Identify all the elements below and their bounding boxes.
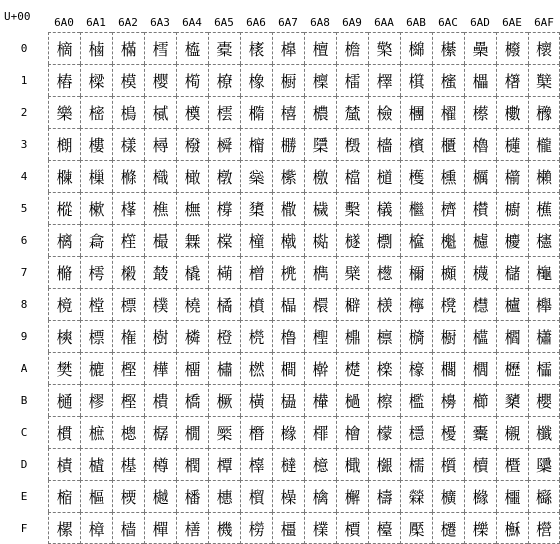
column-header: 6A6 bbox=[246, 16, 266, 29]
glyph-cell: 橩 bbox=[240, 320, 272, 352]
glyph-cell: 櫯 bbox=[496, 512, 528, 544]
glyph-cell: 檝 bbox=[336, 448, 368, 480]
glyph-cell: 樊 bbox=[48, 352, 80, 384]
glyph-cell: 櫰 bbox=[528, 32, 560, 64]
glyph-cell: 樳 bbox=[144, 128, 176, 160]
glyph-cell: 樴 bbox=[144, 160, 176, 192]
glyph-cell: 橕 bbox=[208, 192, 240, 224]
row-header: 0 bbox=[20, 41, 28, 55]
glyph-cell: 檅 bbox=[304, 192, 336, 224]
glyph-cell: 櫾 bbox=[528, 480, 560, 512]
glyph-cell: 櫌 bbox=[432, 416, 464, 448]
glyph-cell: 檒 bbox=[336, 96, 368, 128]
glyph-cell: 檄 bbox=[304, 160, 336, 192]
glyph-cell: 標 bbox=[112, 288, 144, 320]
glyph-cell: 樹 bbox=[144, 320, 176, 352]
glyph-cell: 檜 bbox=[336, 416, 368, 448]
glyph-cell: 樫 bbox=[112, 384, 144, 416]
glyph-cell: 橻 bbox=[272, 384, 304, 416]
glyph-cell: 櫫 bbox=[496, 384, 528, 416]
glyph-cell: 樮 bbox=[112, 480, 144, 512]
glyph-cell: 橛 bbox=[208, 384, 240, 416]
glyph-cell: 櫑 bbox=[464, 64, 496, 96]
glyph-cell: 橜 bbox=[208, 416, 240, 448]
glyph-cell: 橾 bbox=[272, 480, 304, 512]
glyph-cell: 橄 bbox=[176, 160, 208, 192]
glyph-cell: 橐 bbox=[208, 32, 240, 64]
glyph-cell: 櫔 bbox=[464, 160, 496, 192]
glyph-cell: 樗 bbox=[80, 256, 112, 288]
row-header: E bbox=[20, 489, 28, 503]
glyph-cell: 檣 bbox=[368, 128, 400, 160]
glyph-cell: 橃 bbox=[176, 128, 208, 160]
glyph-cell: 櫝 bbox=[464, 448, 496, 480]
glyph-cell: 樕 bbox=[80, 192, 112, 224]
glyph-cell: 櫘 bbox=[464, 288, 496, 320]
glyph-cell: 櫥 bbox=[496, 192, 528, 224]
glyph-cell: 橮 bbox=[240, 480, 272, 512]
glyph-cell: 檍 bbox=[304, 448, 336, 480]
glyph-cell: 樋 bbox=[48, 384, 80, 416]
glyph-cell: 橓 bbox=[208, 128, 240, 160]
column-header: 6A4 bbox=[182, 16, 202, 29]
glyph-cell: 橅 bbox=[176, 192, 208, 224]
glyph-cell: 橝 bbox=[208, 448, 240, 480]
glyph-cell: 橦 bbox=[240, 224, 272, 256]
glyph-cell: 檷 bbox=[400, 256, 432, 288]
glyph-cell: 樷 bbox=[144, 256, 176, 288]
glyph-cell: 樣 bbox=[112, 128, 144, 160]
column-header: 6AA bbox=[374, 16, 394, 29]
column-header: 6AD bbox=[470, 16, 490, 29]
glyph-cell: 樞 bbox=[80, 480, 112, 512]
glyph-cell: 樎 bbox=[48, 480, 80, 512]
glyph-cell: 櫠 bbox=[496, 32, 528, 64]
glyph-cell: 檩 bbox=[368, 320, 400, 352]
glyph-cell: 檟 bbox=[336, 512, 368, 544]
glyph-cell: 橇 bbox=[176, 256, 208, 288]
glyph-cell: 樖 bbox=[80, 224, 112, 256]
glyph-cell: 樛 bbox=[80, 384, 112, 416]
glyph-cell: 橴 bbox=[272, 160, 304, 192]
glyph-cell: 橑 bbox=[208, 64, 240, 96]
glyph-cell: 檨 bbox=[368, 288, 400, 320]
glyph-cell: 橎 bbox=[176, 480, 208, 512]
glyph-cell: 樀 bbox=[48, 32, 80, 64]
glyph-cell: 橒 bbox=[208, 96, 240, 128]
glyph-cell: 檕 bbox=[336, 192, 368, 224]
glyph-cell: 樥 bbox=[112, 192, 144, 224]
glyph-cell: 檌 bbox=[304, 416, 336, 448]
glyph-cell: 橍 bbox=[176, 448, 208, 480]
glyph-cell: 樇 bbox=[48, 256, 80, 288]
glyph-cell: 樺 bbox=[144, 352, 176, 384]
glyph-cell: 樜 bbox=[80, 416, 112, 448]
glyph-cell: 櫓 bbox=[464, 128, 496, 160]
glyph-cell: 檯 bbox=[368, 512, 400, 544]
glyph-cell: 檆 bbox=[304, 224, 336, 256]
glyph-cell: 橁 bbox=[176, 64, 208, 96]
column-header: 6A1 bbox=[86, 16, 106, 29]
glyph-cell: 樶 bbox=[144, 224, 176, 256]
glyph-cell: 檎 bbox=[304, 480, 336, 512]
glyph-cell: 橲 bbox=[272, 96, 304, 128]
row-header: 2 bbox=[20, 105, 28, 119]
glyph-cell: 樅 bbox=[48, 192, 80, 224]
glyph-cell: 檱 bbox=[400, 64, 432, 96]
glyph-cell: 櫺 bbox=[528, 352, 560, 384]
glyph-cell: 樬 bbox=[112, 416, 144, 448]
glyph-cell: 檐 bbox=[336, 32, 368, 64]
glyph-cell: 檃 bbox=[304, 128, 336, 160]
glyph-cell: 檚 bbox=[336, 352, 368, 384]
row-header: C bbox=[20, 425, 28, 439]
glyph-cell: 橿 bbox=[272, 512, 304, 544]
glyph-cell: 樻 bbox=[144, 384, 176, 416]
glyph-cell: 櫂 bbox=[432, 96, 464, 128]
glyph-cell: 櫕 bbox=[464, 192, 496, 224]
corner-label: U+00 bbox=[4, 9, 31, 23]
glyph-cell: 橈 bbox=[176, 288, 208, 320]
glyph-cell: 檡 bbox=[368, 64, 400, 96]
glyph-cell: 樍 bbox=[48, 448, 80, 480]
glyph-cell: 樲 bbox=[144, 96, 176, 128]
glyph-cell: 橆 bbox=[176, 224, 208, 256]
glyph-cell: 橤 bbox=[240, 160, 272, 192]
glyph-cell: 檻 bbox=[400, 384, 432, 416]
glyph-cell: 橱 bbox=[272, 64, 304, 96]
glyph-cell: 檑 bbox=[336, 64, 368, 96]
glyph-cell: 橊 bbox=[176, 352, 208, 384]
glyph-cell: 檈 bbox=[304, 288, 336, 320]
glyph-cell: 櫿 bbox=[528, 512, 560, 544]
glyph-cell: 橽 bbox=[272, 448, 304, 480]
glyph-cell: 檇 bbox=[304, 256, 336, 288]
glyph-cell: 樭 bbox=[112, 448, 144, 480]
glyph-cell: 櫏 bbox=[432, 512, 464, 544]
row-header: 9 bbox=[20, 329, 28, 343]
glyph-cell: 橉 bbox=[176, 320, 208, 352]
glyph-cell: 樌 bbox=[48, 416, 80, 448]
glyph-cell: 橋 bbox=[176, 384, 208, 416]
glyph-cell: 檁 bbox=[304, 64, 336, 96]
glyph-cell: 櫖 bbox=[464, 224, 496, 256]
glyph-cell: 櫗 bbox=[464, 256, 496, 288]
glyph-cell: 櫮 bbox=[496, 480, 528, 512]
glyph-cell: 橣 bbox=[240, 128, 272, 160]
glyph-cell: 檂 bbox=[304, 96, 336, 128]
glyph-cell: 樰 bbox=[144, 32, 176, 64]
glyph-cell: 橌 bbox=[176, 416, 208, 448]
glyph-cell: 橂 bbox=[176, 96, 208, 128]
glyph-cell: 檳 bbox=[400, 128, 432, 160]
glyph-cell: 樯 bbox=[112, 512, 144, 544]
glyph-cell: 橠 bbox=[240, 32, 272, 64]
glyph-cell: 樱 bbox=[144, 64, 176, 96]
glyph-cell: 檖 bbox=[336, 224, 368, 256]
glyph-cell: 櫊 bbox=[432, 352, 464, 384]
glyph-cell: 櫐 bbox=[464, 32, 496, 64]
glyph-cell: 櫇 bbox=[432, 256, 464, 288]
glyph-cell: 檗 bbox=[336, 256, 368, 288]
glyph-cell: 櫭 bbox=[496, 448, 528, 480]
glyph-cell: 樄 bbox=[48, 160, 80, 192]
glyph-cell: 樈 bbox=[48, 288, 80, 320]
glyph-cell: 橡 bbox=[240, 64, 272, 96]
glyph-cell: 檊 bbox=[304, 352, 336, 384]
glyph-cell: 模 bbox=[112, 64, 144, 96]
glyph-cell: 櫋 bbox=[432, 384, 464, 416]
row-header: 8 bbox=[20, 297, 28, 311]
glyph-cell: 櫽 bbox=[528, 448, 560, 480]
glyph-cell: 櫣 bbox=[496, 128, 528, 160]
glyph-cell: 櫞 bbox=[464, 480, 496, 512]
glyph-cell: 標 bbox=[80, 320, 112, 352]
glyph-cell: 檪 bbox=[368, 352, 400, 384]
glyph-cell: 樢 bbox=[112, 96, 144, 128]
glyph-cell: 橶 bbox=[272, 224, 304, 256]
glyph-cell: 櫛 bbox=[464, 384, 496, 416]
column-header: 6A2 bbox=[118, 16, 138, 29]
glyph-cell: 橯 bbox=[240, 512, 272, 544]
glyph-cell: 檼 bbox=[400, 416, 432, 448]
glyph-cell: 櫹 bbox=[528, 320, 560, 352]
glyph-cell: 櫍 bbox=[432, 448, 464, 480]
glyph-cell: 樃 bbox=[48, 128, 80, 160]
glyph-cell: 檘 bbox=[336, 288, 368, 320]
glyph-cell: 櫳 bbox=[528, 128, 560, 160]
glyph-cell: 檹 bbox=[400, 320, 432, 352]
column-header: 6AC bbox=[438, 16, 458, 29]
glyph-cell: 樘 bbox=[80, 288, 112, 320]
glyph-cell: 樁 bbox=[48, 64, 80, 96]
glyph-cell: 檉 bbox=[304, 320, 336, 352]
row-header: 6 bbox=[20, 233, 28, 247]
glyph-cell: 樼 bbox=[144, 416, 176, 448]
glyph-cell: 櫟 bbox=[464, 512, 496, 544]
glyph-cell: 橔 bbox=[208, 160, 240, 192]
glyph-cell: 檞 bbox=[336, 480, 368, 512]
row-header: 7 bbox=[20, 265, 28, 279]
glyph-cell: 櫈 bbox=[432, 288, 464, 320]
glyph-cell: 檛 bbox=[336, 384, 368, 416]
glyph-cell: 櫦 bbox=[496, 224, 528, 256]
glyph-cell: 橼 bbox=[272, 416, 304, 448]
glyph-cell: 橫 bbox=[240, 384, 272, 416]
glyph-cell: 樚 bbox=[80, 352, 112, 384]
glyph-cell: 機 bbox=[208, 512, 240, 544]
glyph-cell: 檢 bbox=[368, 96, 400, 128]
column-header: 6A7 bbox=[278, 16, 298, 29]
glyph-cell: 樠 bbox=[112, 32, 144, 64]
glyph-cell: 樽 bbox=[144, 448, 176, 480]
glyph-cell: 櫎 bbox=[432, 480, 464, 512]
glyph-cell: 檤 bbox=[368, 160, 400, 192]
glyph-cell: 樓 bbox=[80, 128, 112, 160]
glyph-cell: 櫧 bbox=[496, 256, 528, 288]
glyph-cell: 橨 bbox=[240, 288, 272, 320]
glyph-cell: 橀 bbox=[176, 32, 208, 64]
glyph-cell: 檔 bbox=[336, 160, 368, 192]
glyph-cell: 橪 bbox=[240, 352, 272, 384]
glyph-cell: 檓 bbox=[336, 128, 368, 160]
glyph-cell: 権 bbox=[112, 320, 144, 352]
glyph-cell: 櫷 bbox=[528, 256, 560, 288]
glyph-cell: 樫 bbox=[112, 352, 144, 384]
glyph-cell: 橢 bbox=[240, 96, 272, 128]
glyph-cell: 橹 bbox=[272, 320, 304, 352]
glyph-cell: 櫩 bbox=[496, 320, 528, 352]
glyph-cell: 橥 bbox=[240, 192, 272, 224]
glyph-cell: 檀 bbox=[304, 32, 336, 64]
glyph-cell: 櫻 bbox=[528, 384, 560, 416]
glyph-cell: 檺 bbox=[400, 352, 432, 384]
column-header: 6A0 bbox=[54, 16, 74, 29]
glyph-cell: 樑 bbox=[80, 64, 112, 96]
glyph-cell: 櫬 bbox=[496, 416, 528, 448]
glyph-cell: 檾 bbox=[400, 480, 432, 512]
row-header: 1 bbox=[20, 73, 28, 87]
glyph-cell: 檥 bbox=[368, 192, 400, 224]
glyph-cell: 櫱 bbox=[528, 64, 560, 96]
column-header: 6A8 bbox=[310, 16, 330, 29]
glyph-cell: 櫤 bbox=[496, 160, 528, 192]
glyph-cell: 樤 bbox=[112, 160, 144, 192]
row-header: 5 bbox=[20, 201, 28, 215]
glyph-cell: 檭 bbox=[368, 448, 400, 480]
glyph-cell: 櫨 bbox=[496, 288, 528, 320]
glyph-cell: 櫅 bbox=[432, 192, 464, 224]
glyph-cell: 檿 bbox=[400, 512, 432, 544]
glyph-cell: 櫜 bbox=[464, 416, 496, 448]
glyph-cell: 檸 bbox=[400, 288, 432, 320]
glyph-cell: 檮 bbox=[368, 480, 400, 512]
glyph-cell: 橺 bbox=[272, 352, 304, 384]
glyph-cell: 櫸 bbox=[528, 288, 560, 320]
column-header: 6AE bbox=[502, 16, 522, 29]
glyph-cell: 樸 bbox=[144, 288, 176, 320]
glyph-cell: 檦 bbox=[368, 224, 400, 256]
glyph-cell: 櫴 bbox=[528, 160, 560, 192]
glyph-cell: 檴 bbox=[400, 160, 432, 192]
glyph-cell: 樔 bbox=[80, 160, 112, 192]
glyph-cell: 櫄 bbox=[432, 160, 464, 192]
glyph-cell: 樐 bbox=[80, 32, 112, 64]
glyph-cell: 櫢 bbox=[496, 96, 528, 128]
glyph-cell: 橭 bbox=[240, 448, 272, 480]
glyph-cell: 橖 bbox=[208, 224, 240, 256]
glyph-cell: 橧 bbox=[240, 256, 272, 288]
glyph-cell: 櫉 bbox=[432, 320, 464, 352]
glyph-cell: 樂 bbox=[48, 96, 80, 128]
row-header: 3 bbox=[20, 137, 28, 151]
glyph-cell: 樉 bbox=[48, 320, 80, 352]
row-header: 4 bbox=[20, 169, 28, 183]
glyph-cell: 樝 bbox=[80, 448, 112, 480]
glyph-cell: 檠 bbox=[368, 32, 400, 64]
glyph-cell: 櫶 bbox=[528, 224, 560, 256]
glyph-cell: 橵 bbox=[272, 192, 304, 224]
glyph-cell: 橘 bbox=[208, 288, 240, 320]
column-header: 6AB bbox=[406, 16, 426, 29]
glyph-cell: 橚 bbox=[208, 352, 240, 384]
row-header: A bbox=[20, 361, 28, 375]
glyph-cell: 橳 bbox=[272, 128, 304, 160]
glyph-cell: 檋 bbox=[304, 384, 336, 416]
glyph-cell: 樵 bbox=[144, 192, 176, 224]
glyph-cell: 橸 bbox=[272, 288, 304, 320]
glyph-cell: 櫵 bbox=[528, 192, 560, 224]
glyph-cell: 檶 bbox=[400, 224, 432, 256]
glyph-cell: 檰 bbox=[400, 32, 432, 64]
column-header: 6A5 bbox=[214, 16, 234, 29]
glyph-cell: 樧 bbox=[112, 256, 144, 288]
glyph-cell: 檙 bbox=[336, 320, 368, 352]
column-header: 6A9 bbox=[342, 16, 362, 29]
glyph-cell: 樆 bbox=[48, 224, 80, 256]
row-header: D bbox=[20, 457, 28, 471]
glyph-cell: 檵 bbox=[400, 192, 432, 224]
column-header: 6AF bbox=[534, 16, 554, 29]
glyph-cell: 橙 bbox=[208, 320, 240, 352]
glyph-cell: 樒 bbox=[80, 96, 112, 128]
glyph-cell: 櫲 bbox=[528, 96, 560, 128]
glyph-cell: 檏 bbox=[304, 512, 336, 544]
glyph-cell: 檬 bbox=[368, 416, 400, 448]
glyph-cell: 櫚 bbox=[464, 352, 496, 384]
glyph-cell: 樦 bbox=[112, 224, 144, 256]
column-header: 6A3 bbox=[150, 16, 170, 29]
glyph-cell: 檽 bbox=[400, 448, 432, 480]
glyph-cell: 樏 bbox=[48, 512, 80, 544]
glyph-cell: 櫆 bbox=[432, 224, 464, 256]
glyph-cell: 樾 bbox=[144, 480, 176, 512]
glyph-cell: 櫙 bbox=[464, 320, 496, 352]
row-header: B bbox=[20, 393, 28, 407]
glyph-cell: 櫪 bbox=[496, 352, 528, 384]
glyph-cell: 橞 bbox=[208, 480, 240, 512]
glyph-cell: 橗 bbox=[208, 256, 240, 288]
glyph-cell: 橷 bbox=[272, 256, 304, 288]
row-header: F bbox=[20, 521, 28, 535]
glyph-cell: 櫃 bbox=[432, 128, 464, 160]
glyph-cell: 橬 bbox=[240, 416, 272, 448]
glyph-cell: 樿 bbox=[144, 512, 176, 544]
glyph-cell: 櫼 bbox=[528, 416, 560, 448]
glyph-cell: 檧 bbox=[368, 256, 400, 288]
glyph-cell: 檫 bbox=[368, 384, 400, 416]
glyph-cell: 櫁 bbox=[432, 64, 464, 96]
glyph-cell: 樟 bbox=[80, 512, 112, 544]
glyph-cell: 檲 bbox=[400, 96, 432, 128]
glyph-cell: 橰 bbox=[272, 32, 304, 64]
glyph-cell: 櫡 bbox=[496, 64, 528, 96]
glyph-cell: 櫒 bbox=[464, 96, 496, 128]
glyph-cell: 櫀 bbox=[432, 32, 464, 64]
glyph-cell: 橏 bbox=[176, 512, 208, 544]
